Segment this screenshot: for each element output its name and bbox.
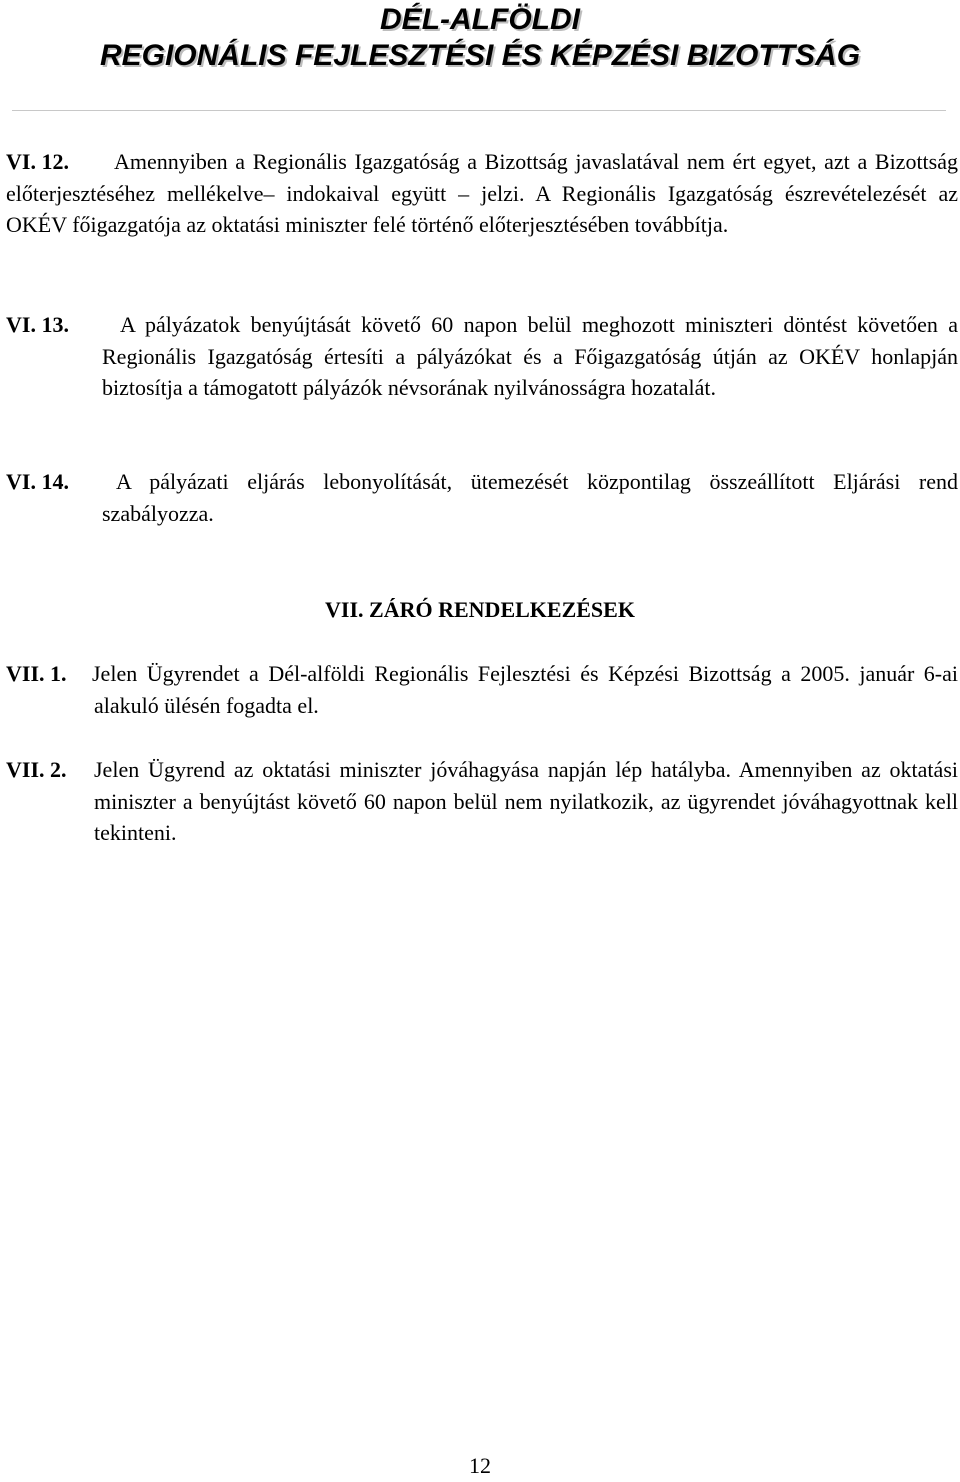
document-header	[0, 2, 960, 74]
header-line-2: REGIONÁLIS FEJLESZTÉSI ÉS KÉPZÉSI BIZOTTSÁG	[99, 39, 861, 72]
paragraph-vi-14	[6, 466, 958, 532]
paragraph-vi-13-text: A pályázatok benyújtását követő 60 napon belül meghozott miniszteri döntést követően a Regionális Igazgatóság értesíti a pályázókat és a Főigazgatóság útján az OKÉV honlapján biztosítja a támogatott pályázók névsorának nyilvánosságra hozatalát.	[102, 312, 958, 400]
paragraph-vi-13	[6, 309, 958, 439]
paragraph-vi-13-label: VI. 13.	[6, 312, 69, 337]
paragraph-vii-2-text: Jelen Ügyrend az oktatási miniszter jóváhagyása napján lép hatályba. Amennyiben az oktatási miniszter a benyújtást követő 60 napon belül nem nyilatkozik, az ügyrendet jóváhagyottnak kell tekinteni.	[94, 757, 958, 845]
paragraph-vii-2	[6, 754, 958, 854]
paragraph-vi-12	[6, 146, 958, 276]
header-line-1: DÉL-ALFÖLDI	[380, 3, 580, 36]
paragraph-vii-1-text: Jelen Ügyrendet a Dél-alföldi Regionális Fejlesztési és Képzési Bizottság a 2005. január 6-ai alakuló ülésén fogadta el.	[92, 661, 958, 718]
paragraph-vii-1-label: VII. 1.	[6, 661, 67, 686]
paragraph-vi-14-label: VI. 14.	[6, 469, 69, 494]
paragraph-vi-14-text: A pályázati eljárás lebonyolítását, ütemezését központilag összeállított Eljárási rend szabályozza.	[102, 469, 958, 526]
paragraph-vii-2-label: VII. 2.	[6, 757, 67, 782]
paragraph-vii-1	[6, 658, 958, 724]
paragraph-vi-12-text: Amennyiben a Regionális Igazgatóság a Bizottság javaslatával nem ért egyet, azt a Bizottság előterjesztéséhez mellékelve– indokaival együtt – jelzi. A Regionális Igazgatóság észrevételezését az OKÉV főigazgatója az oktatási miniszter felé történő előterjesztésében továbbítja.	[6, 149, 958, 237]
section-title-vii: VII. ZÁRÓ RENDELKEZÉSEK	[325, 597, 635, 622]
page-number: 12	[469, 1453, 491, 1478]
paragraph-vi-12-label: VI. 12.	[6, 149, 69, 174]
header-divider	[12, 110, 946, 111]
